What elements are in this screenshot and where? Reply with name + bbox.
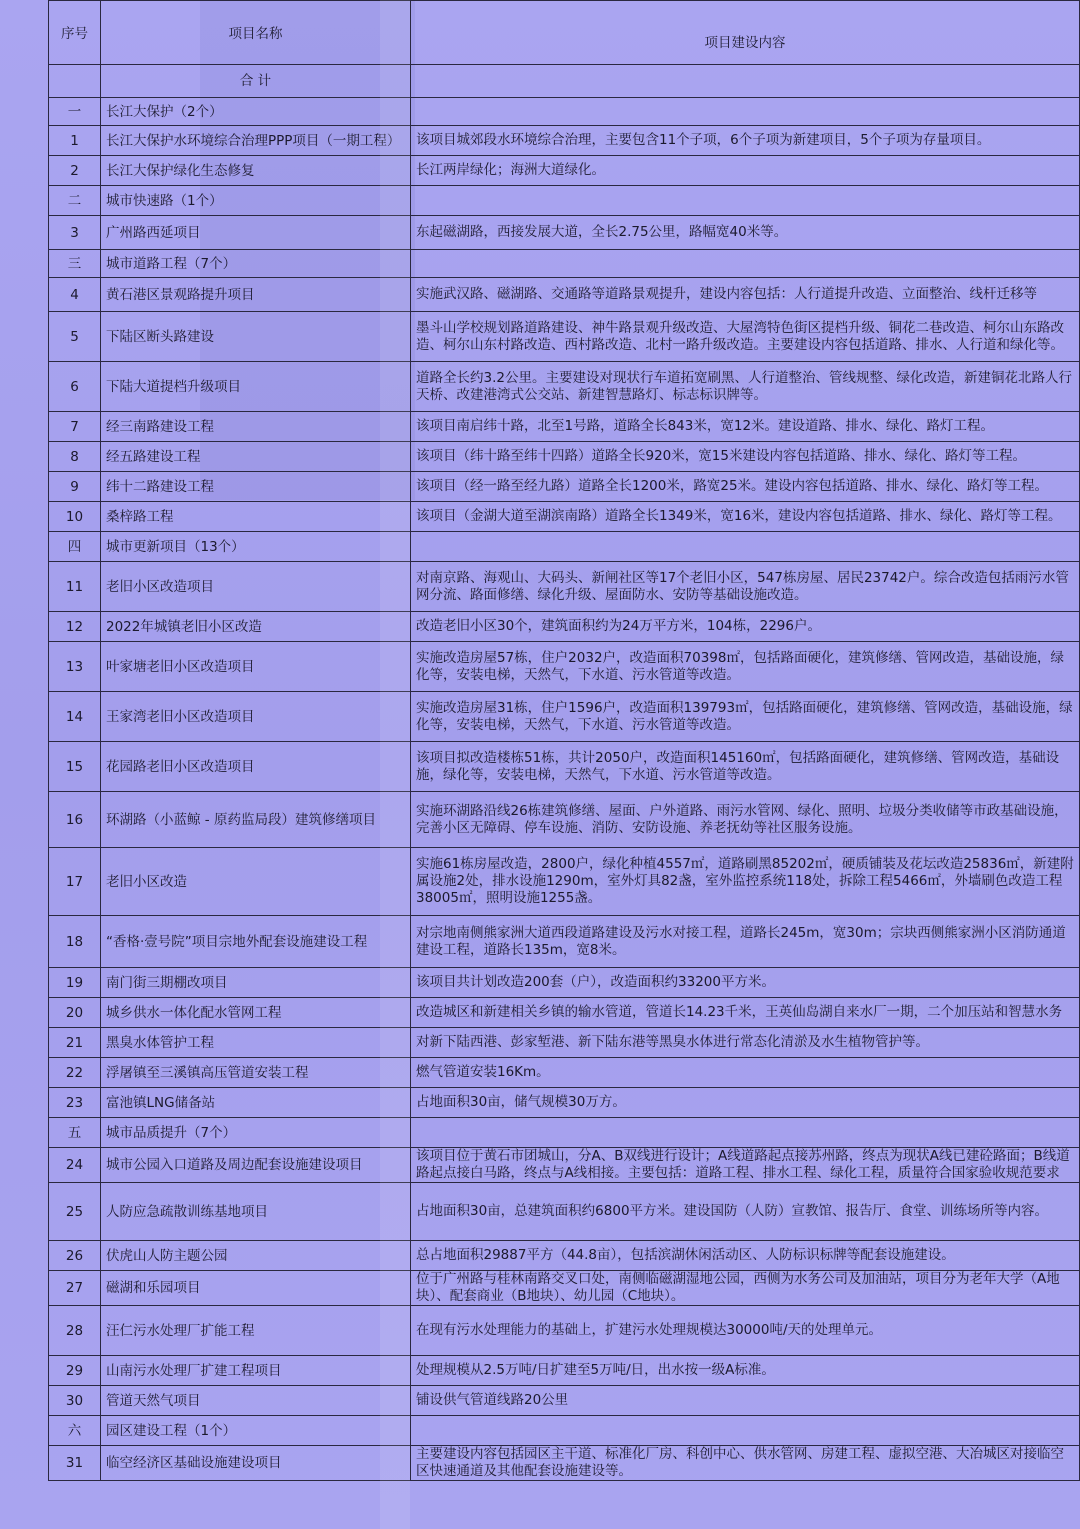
table-row	[49, 612, 1080, 642]
total-label: 合 计	[101, 65, 411, 98]
project-content: 占地面积30亩，总建筑面积约6800平方米。建设国防（人防）宣教馆、报告厅、食堂、训练场所等内容。	[411, 1183, 1080, 1241]
row-number: 11	[49, 562, 101, 612]
row-number: 13	[49, 642, 101, 692]
project-table	[48, 0, 1080, 1481]
project-content: 实施环湖路沿线26栋建筑修缮、屋面、户外道路、雨污水管网、绿化、照明、垃圾分类收储等市政基础设施，完善小区无障碍、停车设施、消防、安防设施、养老抚幼等社区服务设施。	[411, 792, 1080, 848]
project-name: “香格·壹号院”项目宗地外配套设施建设工程	[101, 916, 411, 968]
table-row	[49, 916, 1080, 968]
project-content: 对新下陆西港、彭家堑港、新下陆东港等黑臭水体进行常态化清淤及水生植物管护等。	[411, 1028, 1080, 1058]
table-row	[49, 848, 1080, 916]
project-content: 实施改造房屋57栋，住户2032户，改造面积70398㎡，包括路面硬化，建筑修缮、管网改造，基础设施，绿化等，安装电梯，天然气，下水道、污水管道等改造。	[411, 642, 1080, 692]
row-number: 23	[49, 1088, 101, 1118]
project-content	[411, 250, 1080, 278]
table-row	[49, 642, 1080, 692]
project-name: 经三南路建设工程	[101, 412, 411, 442]
row-number: 10	[49, 502, 101, 532]
project-content: 改造老旧小区30个，建筑面积约为24万平方米，104栋，2296户。	[411, 612, 1080, 642]
row-number: 8	[49, 442, 101, 472]
row-number: 9	[49, 472, 101, 502]
project-name: 伏虎山人防主题公园	[101, 1241, 411, 1271]
row-number: 4	[49, 278, 101, 312]
project-name: 桑梓路工程	[101, 502, 411, 532]
project-name: 浮屠镇至三溪镇高压管道安装工程	[101, 1058, 411, 1088]
section-row	[49, 186, 1080, 216]
table-row	[49, 1148, 1080, 1183]
project-name: 下陆大道提档升级项目	[101, 362, 411, 412]
project-content	[411, 1118, 1080, 1148]
project-name: 长江大保护水环境综合治理PPP项目（一期工程）	[101, 126, 411, 156]
row-number: 31	[49, 1446, 101, 1481]
header-name: 项目名称	[101, 1, 411, 65]
row-number: 18	[49, 916, 101, 968]
table-row	[49, 502, 1080, 532]
project-content: 该项目（经一路至经九路）道路全长1200米，路宽25米。建设内容包括道路、排水、绿化、路灯等工程。	[411, 472, 1080, 502]
project-content	[411, 186, 1080, 216]
row-number: 22	[49, 1058, 101, 1088]
project-content: 改造城区和新建相关乡镇的输水管道，管道长14.23千米，王英仙岛湖自来水厂一期，二个加压站和智慧水务	[411, 998, 1080, 1028]
project-name: 广州路西延项目	[101, 216, 411, 250]
table-row	[49, 1058, 1080, 1088]
table-row	[49, 1271, 1080, 1306]
row-number: 五	[49, 1118, 101, 1148]
table-row	[49, 998, 1080, 1028]
section-row	[49, 1416, 1080, 1446]
project-content: 该项目城郊段水环境综合治理，主要包含11个子项，6个子项为新建项目，5个子项为存量项目。	[411, 126, 1080, 156]
row-number: 27	[49, 1271, 101, 1306]
project-name: 富池镇LNG储备站	[101, 1088, 411, 1118]
project-content: 在现有污水处理能力的基础上，扩建污水处理规模达30000吨/天的处理单元。	[411, 1306, 1080, 1356]
project-name: 下陆区断头路建设	[101, 312, 411, 362]
row-number: 28	[49, 1306, 101, 1356]
row-number: 21	[49, 1028, 101, 1058]
project-content: 墨斗山学校规划路道路建设、神牛路景观升级改造、大屋湾特色街区提档升级、铜花二巷改造、柯尔山东路改造、柯尔山东村路改造、西村路改造、北村一路升级改造。主要建设内容包括道路、排水、人行道和绿化等。	[411, 312, 1080, 362]
table-row	[49, 1306, 1080, 1356]
section-title: 园区建设工程（1个）	[101, 1416, 411, 1446]
project-name: 汪仁污水处理厂扩能工程	[101, 1306, 411, 1356]
project-content: 该项目拟改造楼栋51栋，共计2050户，改造面积145160㎡，包括路面硬化，建筑修缮、管网改造，基础设施，绿化等，安装电梯，天然气，下水道、污水管道等改造。	[411, 742, 1080, 792]
project-name: 管道天然气项目	[101, 1386, 411, 1416]
row-number: 一	[49, 98, 101, 126]
table-row	[49, 792, 1080, 848]
project-content	[411, 98, 1080, 126]
project-content: 位于广州路与桂林南路交叉口处，南侧临磁湖湿地公园，西侧为水务公司及加油站，项目分为老年大学（A地块）、配套商业（B地块）、幼儿园（C地块）。	[411, 1271, 1080, 1306]
section-row	[49, 532, 1080, 562]
row-number: 25	[49, 1183, 101, 1241]
section-row	[49, 1118, 1080, 1148]
project-content: 东起磁湖路，西接发展大道，全长2.75公里，路幅宽40米等。	[411, 216, 1080, 250]
table-row	[49, 1386, 1080, 1416]
project-name: 叶家塘老旧小区改造项目	[101, 642, 411, 692]
table-row	[49, 126, 1080, 156]
table-row	[49, 278, 1080, 312]
section-title: 长江大保护（2个）	[101, 98, 411, 126]
row-number: 四	[49, 532, 101, 562]
table-row	[49, 362, 1080, 412]
row-number: 2	[49, 156, 101, 186]
project-content: 燃气管道安装16Km。	[411, 1058, 1080, 1088]
project-name: 花园路老旧小区改造项目	[101, 742, 411, 792]
row-number: 19	[49, 968, 101, 998]
row-number: 29	[49, 1356, 101, 1386]
section-title: 城市品质提升（7个）	[101, 1118, 411, 1148]
project-content: 占地面积30亩，储气规模30万方。	[411, 1088, 1080, 1118]
project-name: 黄石港区景观路提升项目	[101, 278, 411, 312]
project-name: 纬十二路建设工程	[101, 472, 411, 502]
project-content: 该项目（金湖大道至湖滨南路）道路全长1349米，宽16米，建设内容包括道路、排水、绿化、路灯等工程。	[411, 502, 1080, 532]
row-number: 17	[49, 848, 101, 916]
table-row	[49, 1241, 1080, 1271]
table-row	[49, 968, 1080, 998]
project-content: 长江两岸绿化；海洲大道绿化。	[411, 156, 1080, 186]
project-content	[411, 1416, 1080, 1446]
row-number: 7	[49, 412, 101, 442]
project-name: 2022年城镇老旧小区改造	[101, 612, 411, 642]
section-title: 城市更新项目（13个）	[101, 532, 411, 562]
row-number: 3	[49, 216, 101, 250]
table-row	[49, 312, 1080, 362]
project-name: 经五路建设工程	[101, 442, 411, 472]
header-content: 项目建设内容	[411, 1, 1080, 65]
row-number: 26	[49, 1241, 101, 1271]
table-row	[49, 472, 1080, 502]
total-content	[411, 65, 1080, 98]
project-content: 实施61栋房屋改造，2800户，绿化种植4557㎡，道路刷黑85202㎡，硬质铺装及花坛改造25836㎡，新建附属设施2处，排水设施1290m，室外灯具82盏，室外监控系统118处，拆除工程5466㎡，外墙刷色改造工程38005㎡，照明设施1255盏。	[411, 848, 1080, 916]
project-content: 对宗地南侧熊家洲大道西段道路建设及污水对接工程，道路长245m，宽30m；宗块西侧熊家洲小区消防通道建设工程，道路长135m，宽8米。	[411, 916, 1080, 968]
table-row	[49, 742, 1080, 792]
project-name: 人防应急疏散训练基地项目	[101, 1183, 411, 1241]
table-row	[49, 1183, 1080, 1241]
project-name: 环湖路（小蓝鲸 - 原药监局段）建筑修缮项目	[101, 792, 411, 848]
project-name: 长江大保护绿化生态修复	[101, 156, 411, 186]
row-number: 14	[49, 692, 101, 742]
table-row	[49, 692, 1080, 742]
row-number: 二	[49, 186, 101, 216]
project-content: 对南京路、海观山、大码头、新闸社区等17个老旧小区，547栋房屋、居民23742户。综合改造包括雨污水管网分流、路面修缮、绿化升级、屋面防水、安防等基础设施改造。	[411, 562, 1080, 612]
total-row	[49, 65, 1080, 98]
row-number: 6	[49, 362, 101, 412]
project-name: 王家湾老旧小区改造项目	[101, 692, 411, 742]
section-title: 城市快速路（1个）	[101, 186, 411, 216]
project-content: 处理规模从2.5万吨/日扩建至5万吨/日，出水按一级A标准。	[411, 1356, 1080, 1386]
project-name: 城市公园入口道路及周边配套设施建设项目	[101, 1148, 411, 1183]
table-row	[49, 1088, 1080, 1118]
row-number: 六	[49, 1416, 101, 1446]
project-content: 道路全长约3.2公里。主要建设对现状行车道拓宽刷黑、人行道整治、管线规整、绿化改造，新建铜花北路人行天桥、改建港湾式公交站、新建智慧路灯、标志标识牌等。	[411, 362, 1080, 412]
project-content: 实施武汉路、磁湖路、交通路等道路景观提升，建设内容包括：人行道提升改造、立面整治、线杆迁移等	[411, 278, 1080, 312]
table-row	[49, 1446, 1080, 1481]
section-title: 城市道路工程（7个）	[101, 250, 411, 278]
project-name: 黑臭水体管护工程	[101, 1028, 411, 1058]
row-number: 24	[49, 1148, 101, 1183]
table-row	[49, 156, 1080, 186]
project-content: 该项目位于黄石市团城山，分A、B双线进行设计；A线道路起点接苏州路，终点为现状A线已建砼路面；B线道路起点接白马路，终点与A线相接。主要包括：道路工程、排水工程、绿化工程，质量符合国家验收规范要求	[411, 1148, 1080, 1183]
project-name: 临空经济区基础设施建设项目	[101, 1446, 411, 1481]
section-row	[49, 98, 1080, 126]
table-row	[49, 442, 1080, 472]
project-content: 该项目共计划改造200套（户），改造面积约33200平方米。	[411, 968, 1080, 998]
row-number: 5	[49, 312, 101, 362]
header-row	[49, 1, 1080, 65]
table-row	[49, 562, 1080, 612]
table-row	[49, 1356, 1080, 1386]
row-number: 1	[49, 126, 101, 156]
project-content: 该项目（纬十路至纬十四路）道路全长920米，宽15米建设内容包括道路、排水、绿化、路灯等工程。	[411, 442, 1080, 472]
section-row	[49, 250, 1080, 278]
project-content: 总占地面积29887平方（44.8亩），包括滨湖休闲活动区、人防标识标牌等配套设施建设。	[411, 1241, 1080, 1271]
table-row	[49, 412, 1080, 442]
project-content: 实施改造房屋31栋，住户1596户，改造面积139793㎡，包括路面硬化，建筑修缮、管网改造，基础设施，绿化等，安装电梯，天然气，下水道、污水管道等改造。	[411, 692, 1080, 742]
row-number: 三	[49, 250, 101, 278]
project-name: 南门街三期棚改项目	[101, 968, 411, 998]
project-name: 老旧小区改造项目	[101, 562, 411, 612]
row-number: 20	[49, 998, 101, 1028]
project-name: 老旧小区改造	[101, 848, 411, 916]
project-name: 城乡供水一体化配水管网工程	[101, 998, 411, 1028]
row-number: 15	[49, 742, 101, 792]
total-no	[49, 65, 101, 98]
header-no: 序号	[49, 1, 101, 65]
table-row	[49, 1028, 1080, 1058]
project-content: 铺设供气管道线路20公里	[411, 1386, 1080, 1416]
project-content	[411, 532, 1080, 562]
row-number: 16	[49, 792, 101, 848]
row-number: 30	[49, 1386, 101, 1416]
project-name: 山南污水处理厂扩建工程项目	[101, 1356, 411, 1386]
project-content: 主要建设内容包括园区主干道、标准化厂房、科创中心、供水管网、房建工程、虚拟空港、大冶城区对接临空区快速通道及其他配套设施建设等。	[411, 1446, 1080, 1481]
project-name: 磁湖和乐园项目	[101, 1271, 411, 1306]
project-content: 该项目南启纬十路，北至1号路，道路全长843米，宽12米。建设道路、排水、绿化、路灯工程。	[411, 412, 1080, 442]
row-number: 12	[49, 612, 101, 642]
table-row	[49, 216, 1080, 250]
